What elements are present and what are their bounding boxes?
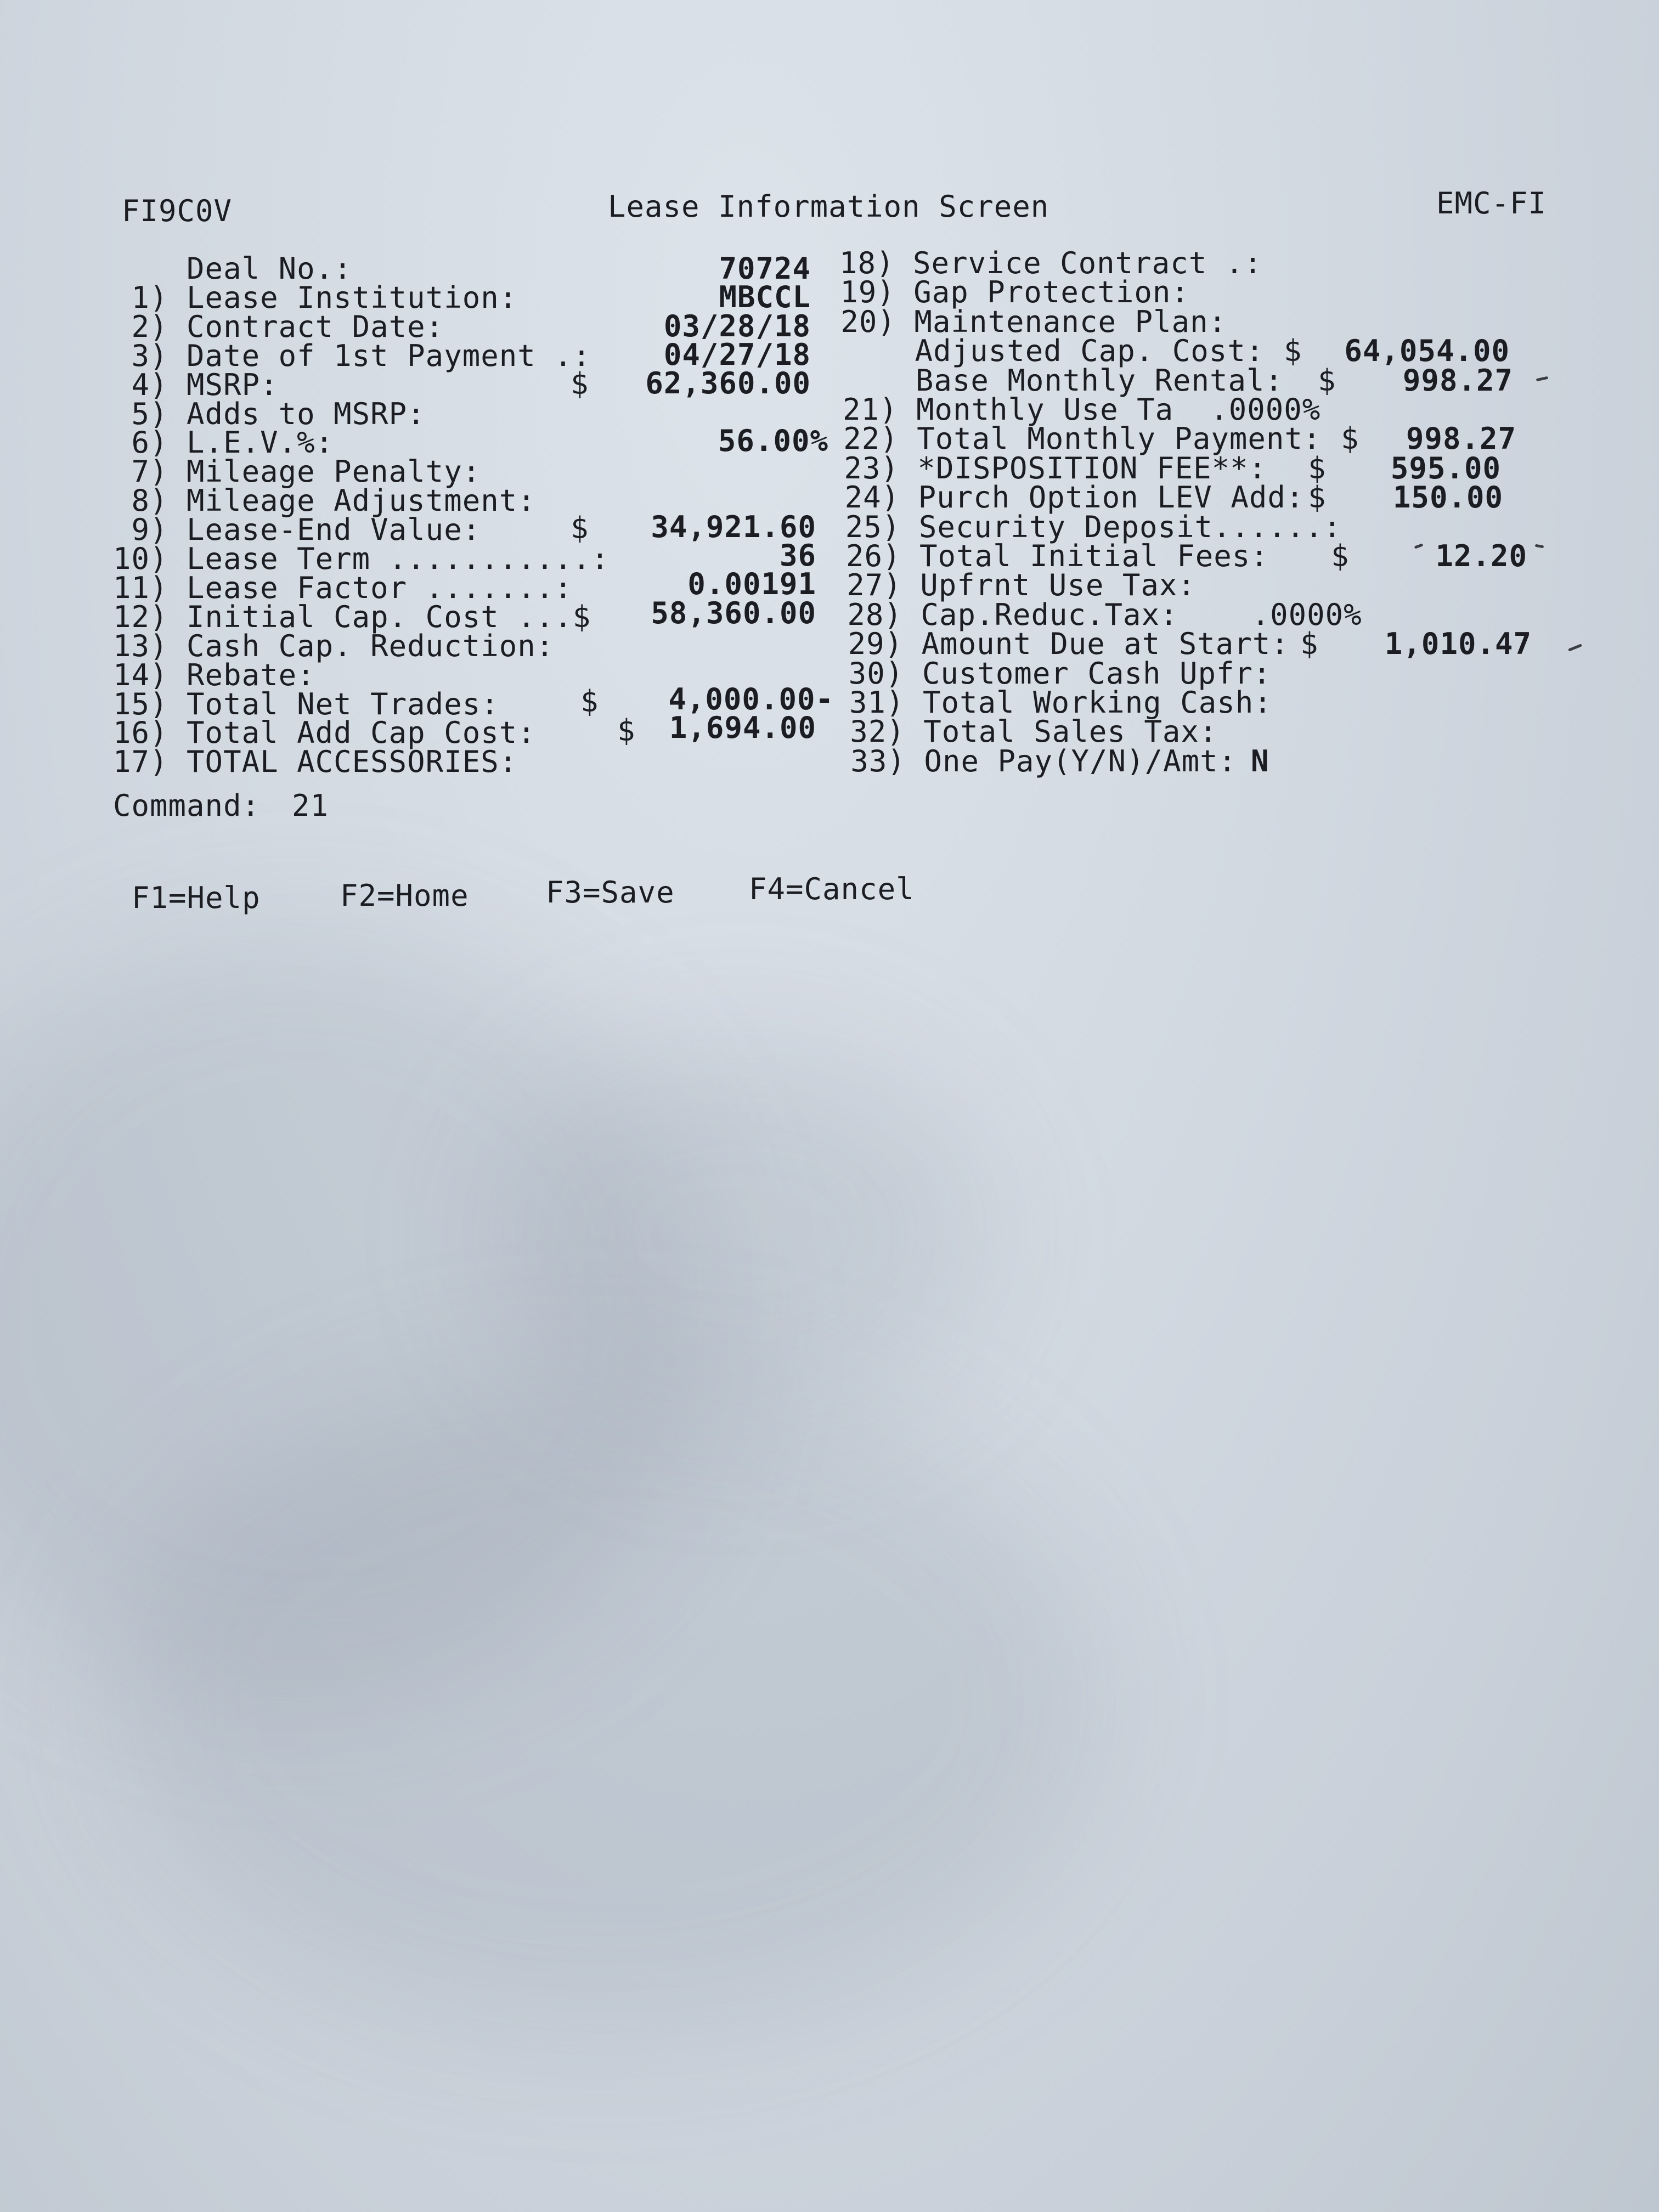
pen-mark [1568,644,1582,651]
field-value[interactable]: 595.00 [1390,450,1501,486]
field-value[interactable]: 58,360.00 [651,595,816,630]
field-label: 32) Total Sales Tax: [850,714,1218,749]
field-label: Adjusted Cap. Cost: [841,334,1265,369]
field-label: 27) Upfrnt Use Tax: [847,568,1196,603]
field-value[interactable]: 150.00 [1392,480,1503,515]
field-label: 8) Mileage Adjustment: [113,483,536,518]
field-label: 23) *DISPOSITION FEE**: [844,450,1267,486]
field-label: 13) Cash Cap. Reduction: [113,628,555,663]
field-value[interactable]: 998.27 [1402,363,1513,398]
field-label: 33) One Pay(Y/N)/Amt: [850,743,1237,778]
field-label: 31) Total Working Cash: [849,685,1272,720]
f1-help-key[interactable]: F1=Help [132,881,261,915]
field-label: 28) Cap.Reduc.Tax: .0000% [847,597,1362,632]
field-label: 20) Maintenance Plan: [840,304,1227,339]
field-value[interactable]: 70724 [719,251,811,286]
currency-symbol: $ [1284,334,1302,369]
field-label: 16) Total Add Cap Cost: [113,715,536,751]
command-input[interactable]: 21 [292,788,329,823]
field-label: 19) Gap Protection: [840,275,1189,310]
f4-cancel-key[interactable]: F4=Cancel [749,872,915,906]
field-label: 30) Customer Cash Upfr: [848,656,1272,691]
field-value[interactable]: 62,360.00 [645,366,811,401]
field-label: 10) Lease Term ...........: [113,541,610,576]
field-label: 22) Total Monthly Payment: [843,421,1322,456]
field-label: 11) Lease Factor .......: [113,570,573,605]
field-label: Base Monthly Rental: [842,363,1284,398]
field-label: 21) Monthly Use Ta .0000% [843,392,1321,427]
field-value[interactable]: 64,054.00 [1344,334,1510,369]
field-value[interactable]: MBCCL [719,280,811,315]
screen-id: FI9C0V [122,194,233,228]
pen-mark [1414,543,1424,549]
f2-home-key[interactable]: F2=Home [340,878,469,913]
field-label: 7) Mileage Penalty: [113,454,481,489]
field-label: 17) TOTAL ACCESSORIES: [113,744,518,780]
currency-symbol: $ [571,366,589,402]
field-label: 9) Lease-End Value: [113,512,481,548]
field-label: 2) Contract Date: [113,309,444,344]
field-label: 1) Lease Institution: [113,280,518,315]
field-value[interactable]: 04/27/18 [663,337,811,372]
field-label: 26) Total Initial Fees: [846,539,1269,573]
pen-mark [1536,376,1549,381]
field-label: 24) Purch Option LEV Add: [844,480,1305,515]
currency-symbol: $ [617,713,636,748]
field-label: 14) Rebate: [113,657,315,692]
field-value[interactable]: 12.20 [1435,539,1527,573]
field-label: 29) Amount Due at Start: [848,627,1289,662]
currency-symbol: $ [1331,539,1350,573]
currency-symbol: $ [580,684,599,719]
currency-symbol: $ [571,511,589,546]
field-value[interactable]: 4,000.00- [668,681,834,716]
field-value[interactable]: 56.00% [718,423,828,458]
field-label: 15) Total Net Trades: [113,686,499,721]
field-label: 6) L.E.V.%: [113,425,334,460]
field-value[interactable]: 998.27 [1406,421,1516,456]
currency-symbol: $ [1341,421,1359,456]
screen-title: Lease Information Screen [608,189,1049,224]
currency-symbol: $ [1308,450,1327,486]
currency-symbol: $ [1308,480,1327,515]
field-label: Deal No.: [113,251,352,286]
command-label: Command: [113,788,261,823]
pen-mark [1535,544,1544,549]
field-value[interactable]: 03/28/18 [663,308,811,343]
field-label: 12) Initial Cap. Cost ...$ [113,599,591,634]
field-label: 25) Security Deposit......: [845,509,1342,544]
field-label: 18) Service Contract .: [839,246,1262,280]
field-value[interactable]: N [1251,743,1269,778]
field-label: 4) MSRP: [113,367,279,402]
currency-symbol: $ [1300,627,1319,662]
field-value[interactable]: 1,010.47 [1384,627,1532,662]
system-id: EMC-FI [1436,186,1547,221]
f3-save-key[interactable]: F3=Save [546,875,675,910]
field-value[interactable]: 0.00191 [687,567,816,602]
field-value[interactable]: 1,694.00 [669,710,816,745]
field-label: 3) Date of 1st Payment .: [113,338,591,373]
field-value[interactable]: 34,921.60 [651,509,816,544]
field-label: 5) Adds to MSRP: [113,396,426,431]
currency-symbol: $ [1318,363,1336,398]
field-value[interactable]: 36 [779,538,816,573]
